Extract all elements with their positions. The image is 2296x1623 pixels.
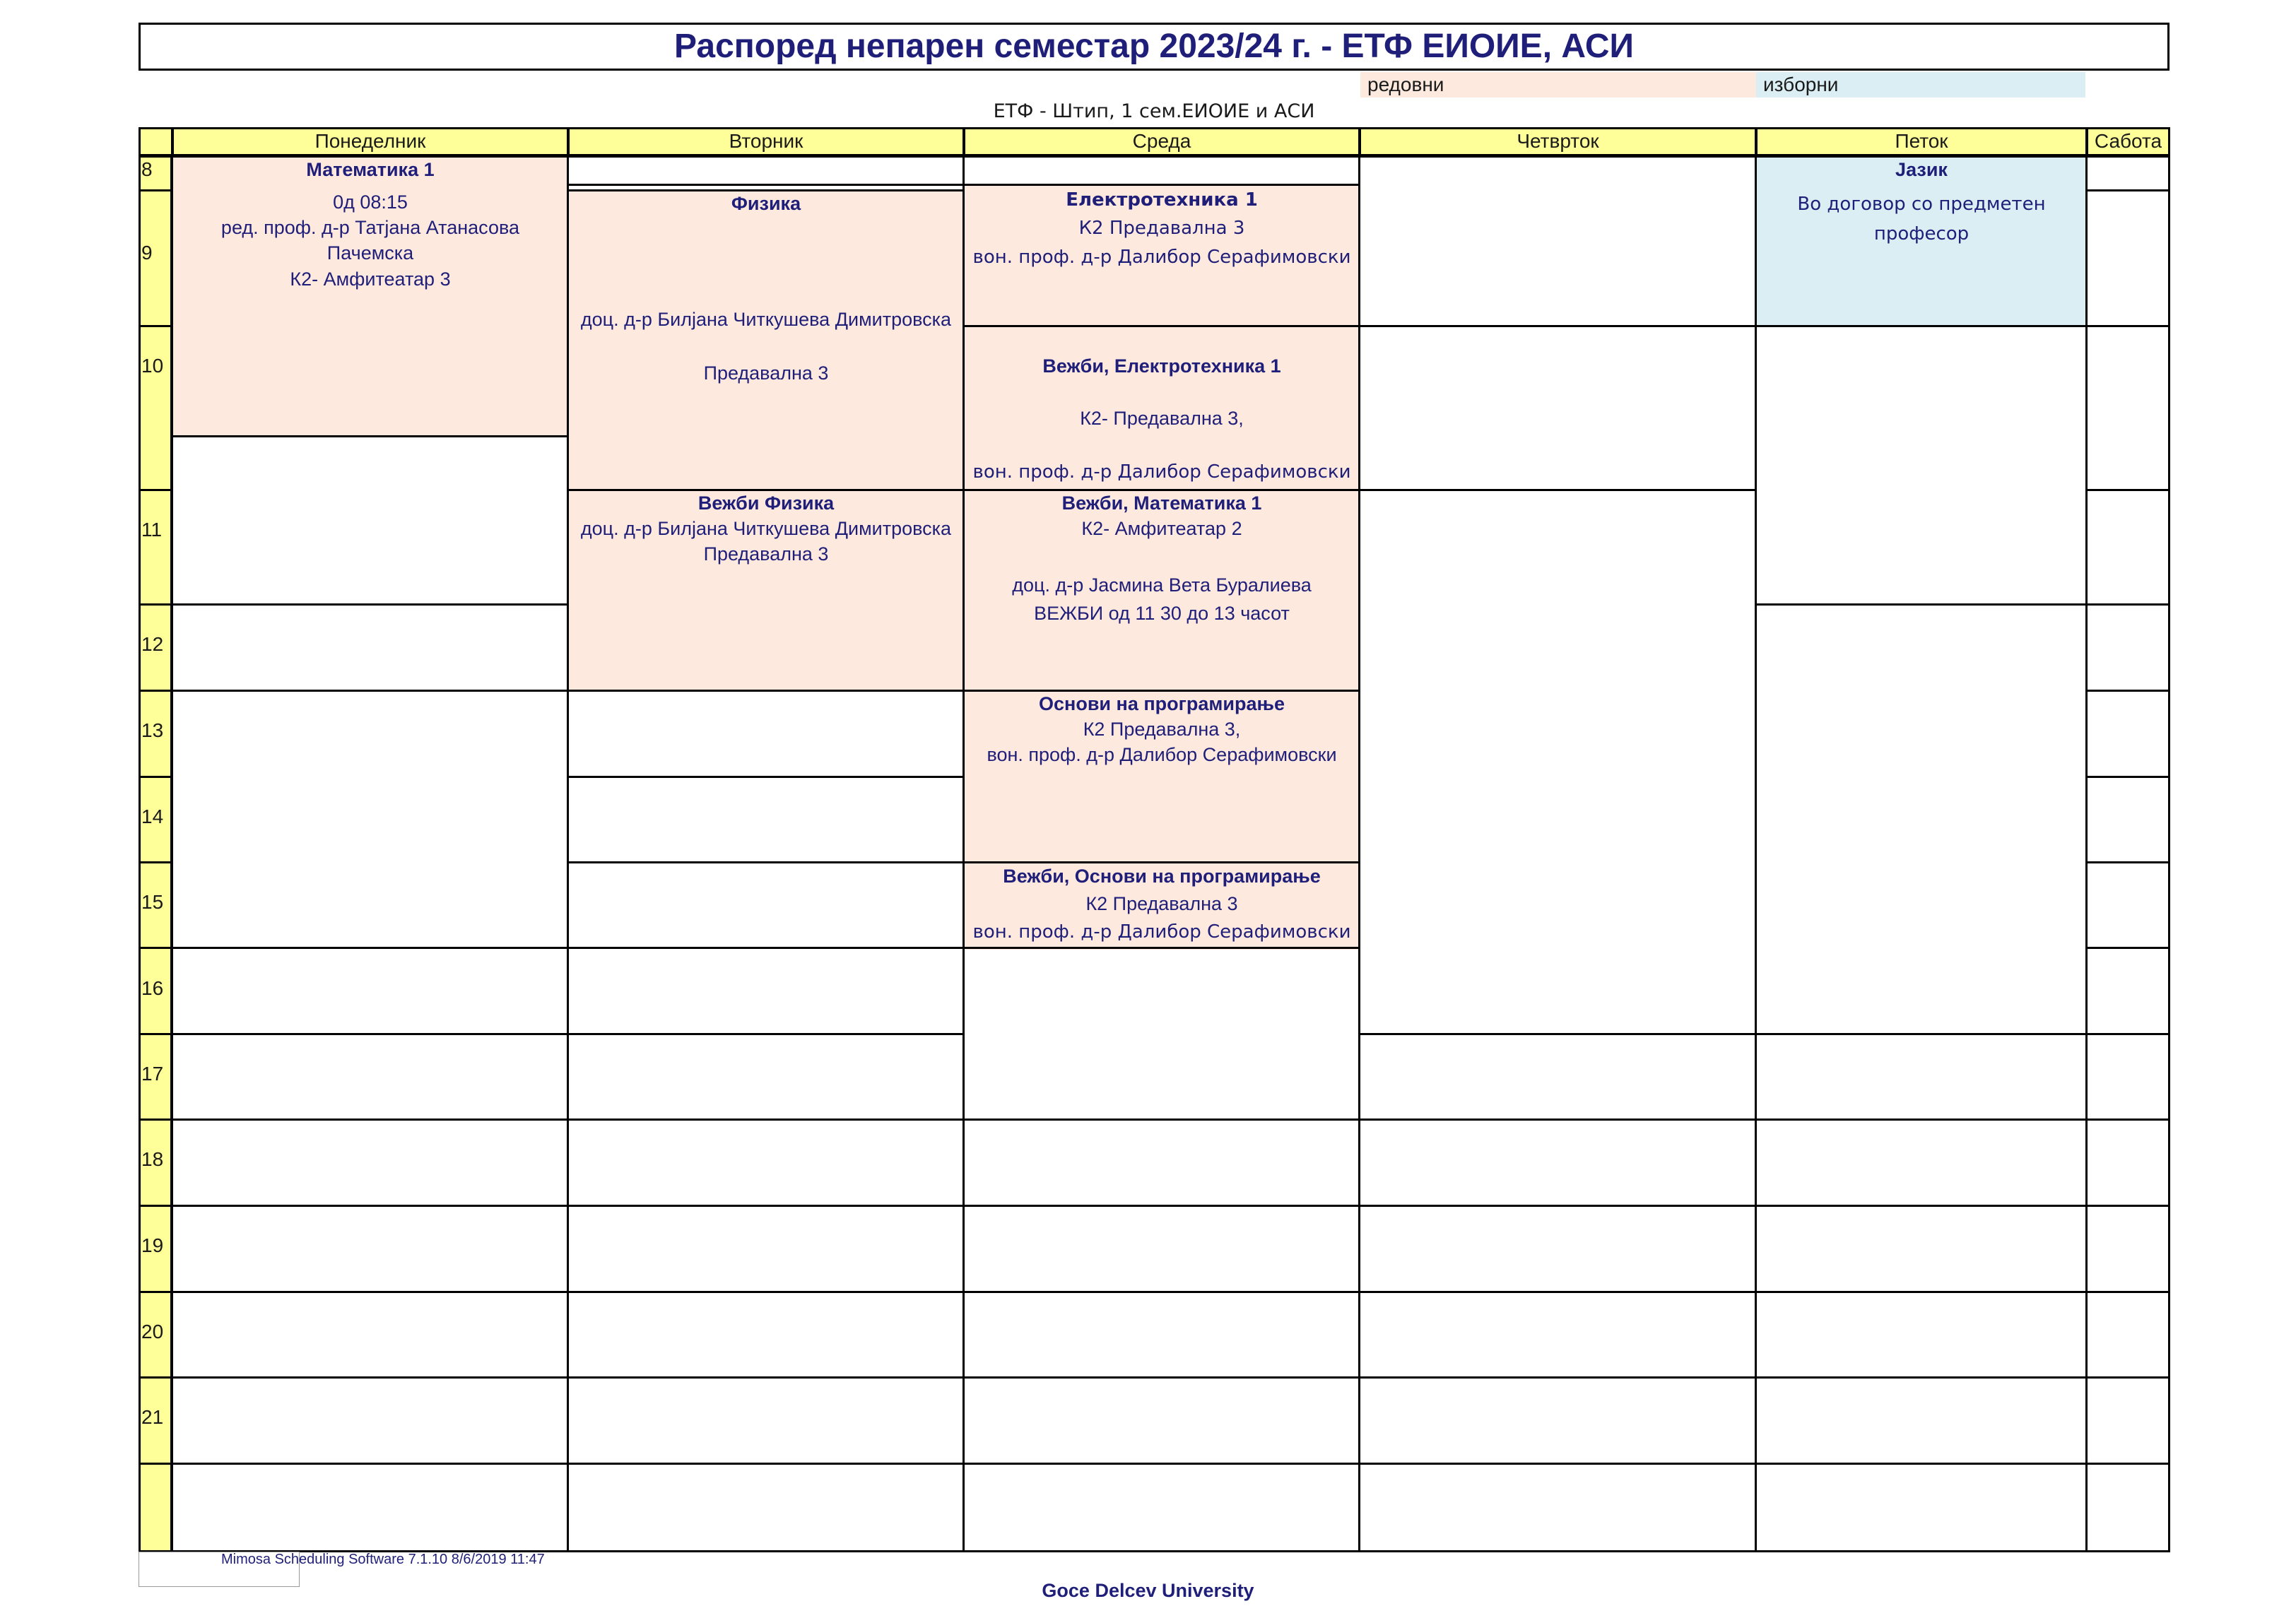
event-room: К2- Амфитеатар 3 xyxy=(290,268,451,290)
grid-line xyxy=(139,1376,172,1379)
grid-line xyxy=(2087,690,2170,692)
hour-label: 8 xyxy=(141,158,153,180)
grid-line xyxy=(172,947,568,949)
grid-line xyxy=(568,1291,964,1293)
grid-line xyxy=(2087,1205,2170,1207)
event-title: Јазик xyxy=(1895,159,1948,180)
event-room: К2- Предавална 3, xyxy=(1080,408,1244,429)
event-text-wednesday-electrotechnics-exercises xyxy=(964,352,1360,486)
event-room: Предавална 3 xyxy=(703,543,829,565)
legend-elective: изборни xyxy=(1756,72,2085,98)
grid-line xyxy=(2087,603,2170,606)
event-room: К2 Предавална 3 xyxy=(1078,218,1245,239)
corner-cell xyxy=(139,127,172,155)
event-room: К2 Предавална 3 xyxy=(1085,893,1238,914)
grid-line xyxy=(568,947,964,949)
grid-line xyxy=(964,1291,1360,1293)
event-text-tuesday-physics-exercises xyxy=(568,490,964,567)
page-title: Распоред непарен семестар 2023/24 г. - ЕТФ ЕИОИЕ, АСИ xyxy=(139,23,2170,71)
event-lecturer: доц. д-р Билјана Читкушева Димитровска xyxy=(580,309,952,330)
event-text-monday-math xyxy=(172,157,568,293)
grid-line xyxy=(139,690,172,692)
grid-line xyxy=(568,184,964,186)
grid-line xyxy=(139,1205,172,1207)
grid-line xyxy=(964,325,1360,327)
grid-line xyxy=(1756,1291,2087,1293)
day-header-tuesday: Вторник xyxy=(568,127,964,155)
event-lecturer: вон. проф. д-р Далибор Серафимовски xyxy=(972,461,1351,483)
grid-line xyxy=(172,1291,568,1293)
event-note: ВЕЖБИ од 11 30 до 13 часот xyxy=(1034,603,1290,624)
grid-line xyxy=(568,1463,964,1465)
grid-line xyxy=(568,1119,964,1121)
event-room: К2 Предавална 3, xyxy=(1083,719,1241,740)
event-lecturer: вон. проф. д-р Далибор Серафимовски xyxy=(972,921,1351,943)
event-lecturer: вон. проф. д-р Далибор Серафимовски xyxy=(987,744,1337,765)
grid-line xyxy=(568,861,964,863)
grid-line xyxy=(2087,1119,2170,1121)
day-header-saturday: Сабота xyxy=(2087,127,2170,155)
event-title: Вежби, Електротехника 1 xyxy=(1042,355,1281,377)
grid-line xyxy=(139,1033,172,1035)
grid-line xyxy=(964,1119,1360,1121)
grid-line xyxy=(172,1376,568,1379)
grid-line xyxy=(1756,1205,2087,1207)
grid-line xyxy=(172,603,568,606)
hour-label: 9 xyxy=(141,242,153,264)
event-title: Основи на програмирање xyxy=(1039,693,1285,714)
grid-line xyxy=(568,776,964,778)
grid-line xyxy=(2087,1291,2170,1293)
grid-line xyxy=(2087,489,2170,491)
grid-line xyxy=(139,489,172,491)
grid-line xyxy=(2087,1463,2170,1465)
hour-label: 17 xyxy=(141,1063,164,1085)
grid-line xyxy=(1756,1033,2087,1035)
event-room: Предавална 3 xyxy=(703,362,829,384)
day-header-wednesday: Среда xyxy=(964,127,1360,155)
event-title: Вежби, Математика 1 xyxy=(1061,492,1262,514)
grid-line xyxy=(139,127,2170,129)
grid-line xyxy=(1360,325,1756,327)
grid-line xyxy=(568,690,964,692)
day-header-thursday: Четврток xyxy=(1360,127,1756,155)
event-text-wednesday-programming-exercises xyxy=(964,863,1360,946)
grid-line xyxy=(964,184,1360,186)
grid-line xyxy=(139,947,172,949)
hour-label: 16 xyxy=(141,977,164,999)
hour-label: 11 xyxy=(141,519,163,541)
grid-line xyxy=(1360,1291,1756,1293)
event-title: Електротехника 1 xyxy=(1066,189,1258,211)
grid-line xyxy=(1756,325,2087,327)
event-room: К2- Амфитеатар 2 xyxy=(1081,518,1242,539)
grid-line xyxy=(568,1376,964,1379)
grid-line xyxy=(568,1033,964,1035)
event-note: професор xyxy=(1873,223,1970,244)
grid-line xyxy=(139,776,172,778)
grid-line xyxy=(1756,603,2087,606)
event-text-tuesday-physics xyxy=(568,189,964,386)
footer-university: Goce Delcev University xyxy=(1042,1580,1254,1601)
hour-label: 21 xyxy=(141,1406,164,1428)
grid-line xyxy=(139,1291,172,1293)
grid-line xyxy=(2087,776,2170,778)
hour-label: 14 xyxy=(141,805,164,827)
event-time: 0д 08:15 xyxy=(333,191,408,213)
grid-line xyxy=(2168,127,2170,1552)
footer-software: Mimosa Scheduling Software 7.1.10 8/6/2019 11:47 xyxy=(221,1552,545,1567)
grid-line xyxy=(172,690,568,692)
grid-line xyxy=(139,325,172,327)
grid-line xyxy=(139,127,141,1552)
event-lecturer: вон. проф. д-р Далибор Серафимовски xyxy=(972,247,1351,268)
grid-line xyxy=(2087,861,2170,863)
event-title: Вежби, Основи на програмирање xyxy=(1003,866,1321,887)
grid-line xyxy=(1358,127,1360,1552)
legend-regular: редовни xyxy=(1360,72,1756,98)
grid-line xyxy=(139,861,172,863)
grid-line xyxy=(568,1205,964,1207)
event-title: Математика 1 xyxy=(306,159,435,180)
grid-line xyxy=(1360,1463,1756,1465)
event-lecturer: доц. д-р Јасмина Вета Буралиева xyxy=(1012,574,1312,596)
day-header-friday: Петок xyxy=(1756,127,2087,155)
event-text-wednesday-electrotechnics xyxy=(964,187,1360,271)
grid-line xyxy=(139,603,172,606)
grid-line xyxy=(1360,1205,1756,1207)
event-text-wednesday-programming xyxy=(964,691,1360,767)
grid-line xyxy=(139,189,172,191)
hour-label: 13 xyxy=(141,719,164,741)
hour-label: 15 xyxy=(141,891,164,913)
grid-line xyxy=(964,1463,1360,1465)
event-lecturer: доц. д-р Билјана Читкушева Димитровска xyxy=(580,518,952,539)
hour-label: 19 xyxy=(141,1234,164,1256)
event-title: Вежби Физика xyxy=(697,492,835,514)
event-text-wednesday-math-exercises xyxy=(964,490,1360,629)
grid-line xyxy=(1360,1119,1756,1121)
grid-line xyxy=(139,1463,172,1465)
hour-label: 18 xyxy=(141,1148,164,1170)
grid-line xyxy=(172,1119,568,1121)
grid-line xyxy=(2087,947,2170,949)
day-header-monday: Понеделник xyxy=(172,127,568,155)
grid-line xyxy=(1360,1376,1756,1379)
grid-line xyxy=(2087,1376,2170,1379)
event-text-friday-language xyxy=(1756,157,2087,249)
grid-line xyxy=(964,947,1360,949)
grid-line xyxy=(964,1205,1360,1207)
event-lecturer: ред. проф. д-р Татјана Атанасова xyxy=(220,217,520,238)
event-lecturer: Пачемска xyxy=(326,242,414,264)
grid-line xyxy=(171,127,173,1552)
grid-line xyxy=(1756,1119,2087,1121)
grid-line xyxy=(1360,489,1756,491)
hour-label: 12 xyxy=(141,633,164,655)
grid-line xyxy=(139,1119,172,1121)
grid-line xyxy=(172,435,568,437)
grid-line xyxy=(2087,325,2170,327)
hour-label: 10 xyxy=(141,355,164,377)
grid-line xyxy=(1360,1033,1756,1035)
grid-line xyxy=(1756,1463,2087,1465)
event-note: Во договор со предметен xyxy=(1797,194,2046,215)
hour-label: 20 xyxy=(141,1321,164,1342)
schedule-subtitle: ЕТФ - Штип, 1 сем.ЕИОИЕ и АСИ xyxy=(993,100,1315,122)
grid-line xyxy=(1755,127,1757,1552)
grid-line xyxy=(2085,127,2088,1552)
grid-line xyxy=(172,1205,568,1207)
grid-line xyxy=(2087,1033,2170,1035)
grid-line xyxy=(172,1033,568,1035)
grid-line xyxy=(2087,189,2170,191)
event-title: Физика xyxy=(731,193,801,214)
grid-line xyxy=(1756,1376,2087,1379)
grid-line xyxy=(964,1376,1360,1379)
grid-line xyxy=(172,1463,568,1465)
